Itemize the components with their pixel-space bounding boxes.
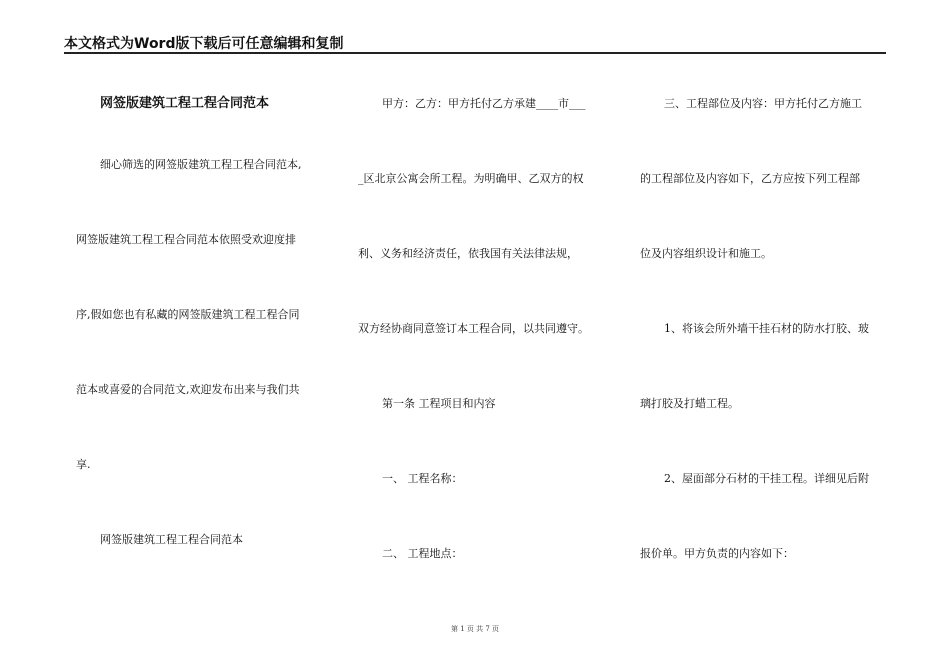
text-line: 范本或喜爱的合同范文,欢迎发布出来与我们共 bbox=[76, 383, 300, 396]
section-heading: 第一条 工程项目和内容 bbox=[382, 397, 496, 410]
text-line: 利、义务和经济责任，依我国有关法律法规， bbox=[358, 247, 578, 260]
text-line: 1、将该会所外墙干挂石材的防水打胶、玻 bbox=[664, 322, 869, 335]
text-line: 三、工程部位及内容：甲方托付乙方施工 bbox=[664, 97, 862, 110]
text-line: 网签版建筑工程工程合同范本依照受欢迎度排 bbox=[76, 233, 296, 246]
text-line: 的工程部位及内容如下，乙方应按下列工程部 bbox=[640, 172, 860, 185]
page-footer: 第 1 页 共 7 页 bbox=[450, 625, 500, 633]
header-text: 本文格式为Word版下载后可任意编辑和复制 bbox=[64, 36, 344, 52]
text-line: 报价单。甲方负责的内容如下： bbox=[640, 547, 794, 560]
text-line: 享. bbox=[76, 458, 91, 471]
column-3 bbox=[638, 0, 890, 620]
column-2 bbox=[356, 0, 646, 620]
text-line: 甲方：乙方：甲方托付乙方承建____市___ bbox=[382, 97, 586, 110]
text-line: 双方经协商同意签订本工程合同，以共同遵守。 bbox=[358, 322, 589, 335]
text-line: 璃打胶及打蜡工程。 bbox=[640, 397, 739, 410]
text-line: 一、 工程名称： bbox=[382, 472, 463, 485]
text-line: 二、 工程地点： bbox=[382, 547, 463, 560]
text-line: _区北京公寓会所工程。为明确甲、乙双方的权 bbox=[358, 172, 584, 185]
document-title: 网签版建筑工程工程合同范本 bbox=[100, 96, 270, 111]
text-line: 2、屋面部分石材的干挂工程。详细见后附 bbox=[664, 472, 869, 485]
text-line: 位及内容组织设计和施工。 bbox=[640, 247, 772, 260]
column-1 bbox=[64, 0, 354, 620]
text-line: 网签版建筑工程工程合同范本 bbox=[100, 533, 243, 546]
text-line: 细心筛选的网签版建筑工程工程合同范本, bbox=[100, 158, 302, 171]
text-line: 序,假如您也有私藏的网签版建筑工程工程合同 bbox=[76, 308, 300, 321]
